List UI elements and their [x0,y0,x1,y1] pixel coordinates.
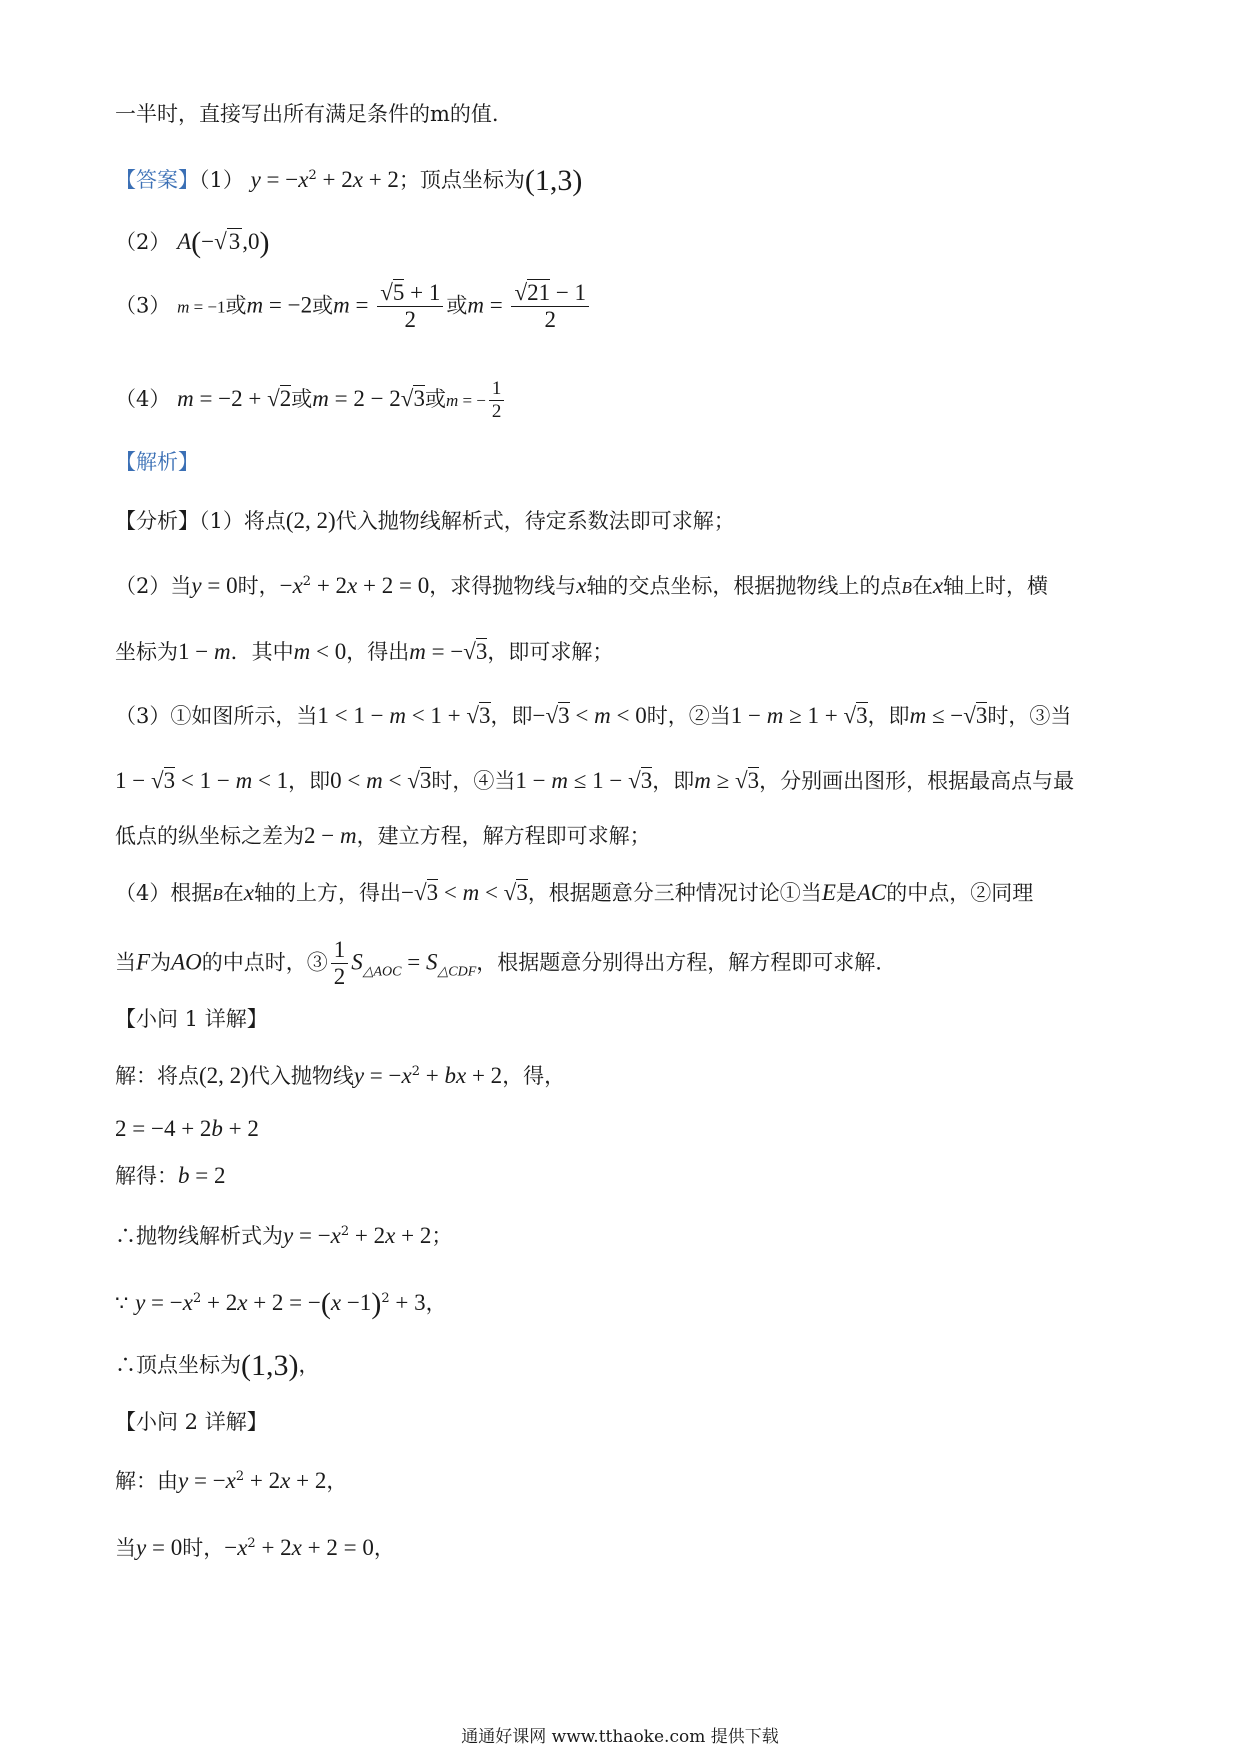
p4-a: （4）根据 [115,881,213,905]
or-3: 或 [446,293,468,318]
q2-l2b: 时， [182,1536,225,1560]
q1-l3: 解得： [115,1164,178,1188]
q1-l1a: 解：将点 [115,1064,199,1088]
p2-a: （2）当 [115,574,192,598]
p2-e: 在 [911,574,933,598]
answer-2-line: （2） A(−√3,0) [115,226,270,259]
p4-h: 为 [150,950,172,975]
p4-c: 轴的上方，得出 [253,881,401,905]
ans3-prefix: （3） [115,293,171,318]
p2-i: ，得出 [346,640,410,664]
p3-d: ，即 [867,704,910,728]
q2-label-text: 【小问 2 详解】 [115,1410,268,1434]
p1-b: 代入抛物线解析式，待定系数法即可求解； [335,509,735,533]
answer-label: 【答案】 [115,168,199,192]
p4-d: ，根据题意分三种情况讨论①当 [527,881,822,905]
p2-j: ，即可求解； [487,640,614,664]
q1-line-1: 解：将点(2, 2)代入抛物线$y = -x^2$ + bx + 2，得， [115,1063,566,1088]
ans1-prefix: （1） [199,168,244,192]
answer-3-line: （3） m = −1或m = −2或m = $\frac{√5 + 1}{2}$ 或m = $\frac{√21 - 1}{2}$ [115,280,592,334]
q2-l1: 解：由 [115,1469,178,1493]
answer-4-line: （4） m = −2 + √2或m = 2 − 2√3或m = − $\frac{1}{2}$ [115,378,507,423]
fenxi-3-line-3: 低点的纵坐标之差为2 − m，建立方程，解方程即可求解； [115,823,651,848]
ans4-prefix: （4） [115,386,171,411]
answer-1-line: 【答案】（1） $y = -x^2 + 2x + 2$；顶点坐标为(1,3) [115,164,583,197]
fenxi-2-line-1: （2）当y = 0时，$-x^2 + 2x + 2 = 0$，求得抛物线与x轴的交点坐标，根据抛物线上的点B在x轴上时，横 [115,573,1049,598]
analysis-label-text: 【解析】 [115,450,199,474]
q1-l1b: 代入抛物线 [248,1064,354,1088]
q2-line-2: 当y = 0时，$-x^2 + 2x + 2 = 0$， [115,1535,395,1560]
p3-g: 时，④当 [431,769,516,793]
p2-f: 轴上时，横 [943,574,1049,598]
q1-label-text: 【小问 1 详解】 [115,1007,268,1031]
or-2: 或 [312,293,334,318]
fenxi-1-line: 【分析】（1）将点(2, 2)代入抛物线解析式，待定系数法即可求解； [115,508,735,533]
question-2-label [115,1408,268,1437]
or-5: 或 [424,386,446,411]
q1-line-6: ∴顶点坐标为(1,3)， [115,1349,320,1382]
p2-g: 坐标为 [115,640,178,664]
fenxi-2-line-2: 坐标为1 − m．其中m < 0，得出m = −√3，即可求解； [115,639,614,664]
q1-line-3: 解得：b = 2 [115,1163,226,1188]
p4-i: 的中点时，③ [201,950,328,975]
p4-b: 在 [222,881,244,905]
p2-b: 时， [237,574,280,598]
or-4: 或 [291,386,313,411]
p1-a: （1）将点 [199,509,286,533]
p4-f: 的中点，②同理 [886,881,1034,905]
page-footer [0,1722,1240,1747]
q1-line-5: ∵ $y = -x^2 + 2x + 2 = -(x -1)^2 + 3$， [115,1287,447,1320]
p4-j: ，根据题意分别得出方程，解方程即可求解. [476,950,882,975]
intro-tail-line [115,100,499,129]
fenxi-4-line-2: 当F为AO的中点时，③ $\frac{1}{2}$ $S_{\triangle AOC} = S_{\triangle CDF}$，根据题意分别得出方程，解方程即可求解. [115,937,882,990]
fenxi-3-line-2: 1 − √3 < 1 − m < 1，即0 < m < √3时，④当1 − m ≤ 1 − √3，即m ≥ √3，分别画出图形，根据最高点与最 [115,768,1075,793]
p4-e: 是 [835,881,857,905]
p3-k: ，建立方程，解方程即可求解； [356,824,651,848]
q1-line-2: 2 = −4 + 2b + 2 [115,1116,259,1141]
or-1: 或 [225,293,247,318]
fenxi-4-line-1: （4）根据B在x轴的上方，得出−√3 < m < √3，根据题意分三种情况讨论①当E是AC的中点，②同理 [115,880,1034,905]
p4-g: 当 [115,950,136,975]
q1-l5: ∵ [115,1291,129,1315]
footer-text: 通通好课网 www.tthaoke.com 提供下载 [461,1727,779,1747]
p3-i: ，分别画出图形，根据最高点与最 [759,769,1075,793]
p3-b: ，即 [490,704,533,728]
q1-l4: ∴抛物线解析式为 [115,1224,283,1248]
p3-c: 时，②当 [646,704,731,728]
p3-j: 低点的纵坐标之差为 [115,824,304,848]
p2-h: ．其中 [230,640,294,664]
fenxi-label: 【分析】 [115,509,199,533]
p2-c: ，求得抛物线与 [429,574,577,598]
analysis-label [115,448,199,477]
p3-f: ，即 [288,769,331,793]
question-1-label [115,1005,268,1034]
intro-tail-text: 一半时，直接写出所有满足条件的m的值. [115,102,499,126]
ans1-mid: ；顶点坐标为 [398,168,525,192]
q2-l2a: 当 [115,1536,136,1560]
p3-h: ，即 [652,769,695,793]
ans2-prefix: （2） [115,230,171,254]
p2-d: 轴的交点坐标，根据抛物线上的点 [586,574,902,598]
q1-l6: ∴顶点坐标为 [115,1353,241,1377]
p3-a: （3）①如图所示，当 [115,704,318,728]
p3-e: 时，③当 [987,704,1072,728]
q1-l1c: ，得， [502,1064,566,1088]
fenxi-3-line-1: （3）①如图所示，当1 < 1 − m < 1 + √3，即−√3 < m < 0时，②当1 − m ≥ 1 + √3，即m ≤ −√3时，③当 [115,703,1072,728]
q1-line-4: ∴抛物线解析式为$y = -x^2 + 2x + 2$； [115,1223,453,1248]
q2-line-1: 解：由$y = -x^2 + 2x + 2$， [115,1468,348,1493]
